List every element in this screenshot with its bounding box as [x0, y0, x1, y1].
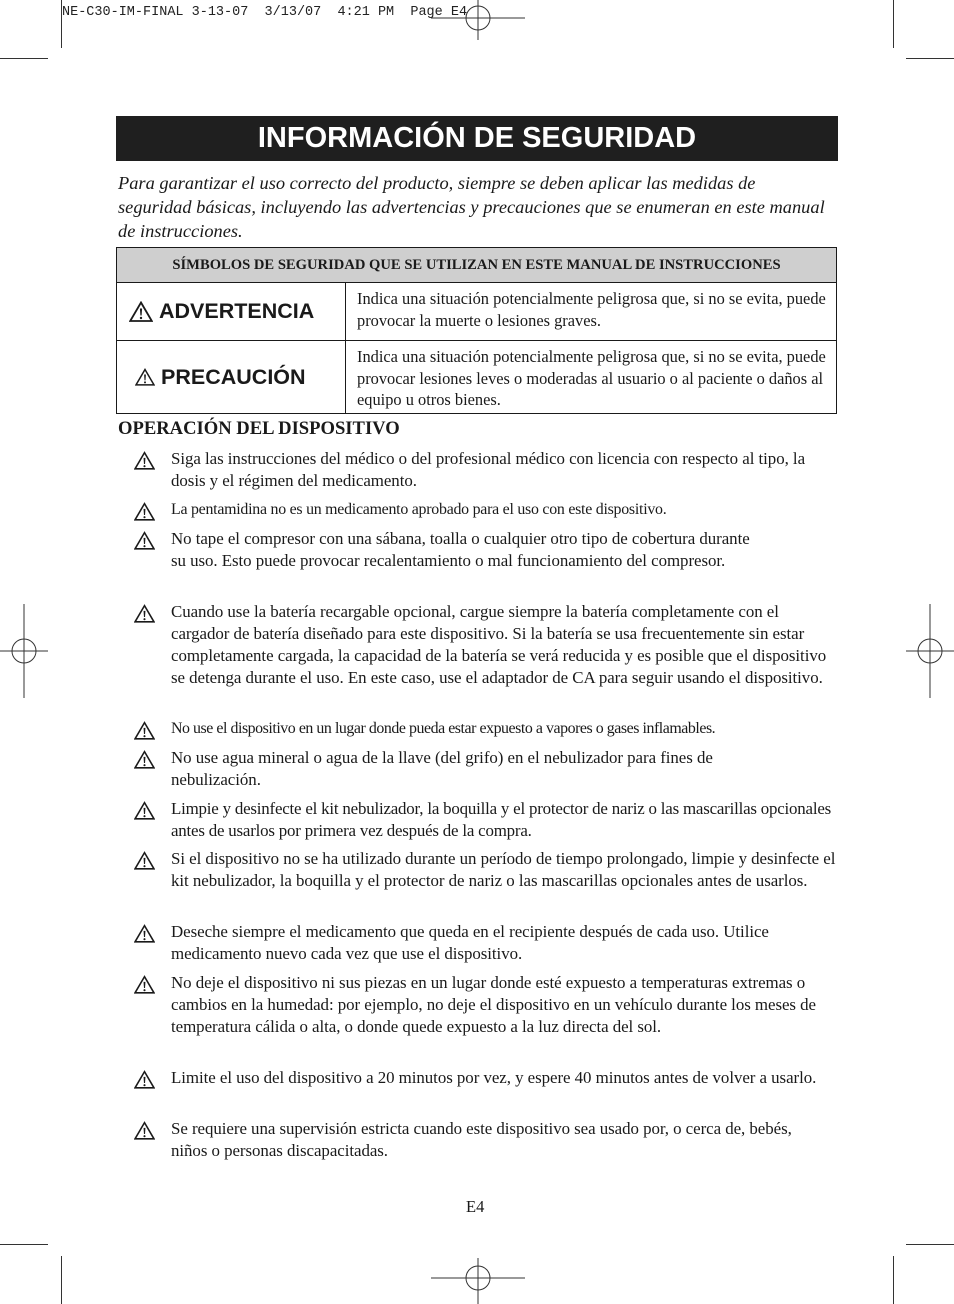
crop-mark — [906, 1244, 954, 1245]
section-title: OPERACIÓN DEL DISPOSITIVO — [118, 418, 400, 439]
warning-triangle-icon — [134, 975, 155, 994]
intro-paragraph: Para garantizar el uso correcto del producto, siempre se deben aplicar las medidas de seguridad básicas, incluyendo las advertencias y precauciones que se enumeran en este manual de instrucciones. — [118, 173, 825, 241]
crop-mark — [906, 58, 954, 59]
list-item-text: Siga las instrucciones del médico o del profesional médico con licencia con respecto al tipo, la dosis y el régimen del medicamento. — [171, 449, 806, 490]
table-row — [117, 283, 836, 340]
warning-triangle-icon — [134, 924, 155, 943]
warning-triangle-icon — [134, 531, 155, 550]
list-item-text: No tape el compresor con una sábana, toalla o cualquier otro tipo de cobertura durante su uso. Esto puede provocar recalentamiento o mal funcionamiento del compresor. — [171, 529, 750, 570]
list-item-text: No deje el dispositivo ni sus piezas en un lugar donde esté expuesto a temperaturas extremas o cambios en la humedad: por ejemplo, no deje el dispositivo en un vehículo durante los meses de temperatura cálida o alta, o donde quede expuesto a la luz directa del sol. — [171, 973, 816, 1036]
list-item-text: Limite el uso del dispositivo a 20 minutos por vez, y espere 40 minutos antes de volver a usarlo. — [171, 1068, 817, 1087]
crop-mark — [0, 58, 48, 59]
crop-mark — [893, 1256, 894, 1304]
page-title-text: INFORMACIÓN DE SEGURIDAD — [257, 122, 697, 154]
crop-mark — [0, 1244, 48, 1245]
registration-mark-icon — [431, 1258, 525, 1304]
registration-mark-icon — [906, 604, 954, 698]
warning-triangle-icon — [134, 750, 155, 769]
crop-mark — [61, 1256, 62, 1304]
warning-triangle-icon — [134, 801, 155, 820]
warning-triangle-icon — [134, 1070, 155, 1089]
warning-triangle-icon — [134, 604, 155, 623]
list-item-text: Limpie y desinfecte el kit nebulizador, la boquilla y el protector de nariz o las mascarillas opcionales antes de usarlos por primera vez después de la compra. — [171, 799, 832, 840]
caution-label: PRECAUCIÓN — [161, 364, 306, 389]
list-item-text: Cuando use la batería recargable opcional, cargue siempre la batería completamente con el cargador de batería diseñado para este dispositivo. Si la batería se usa frecuentemente sin estar completamente cargada, la capacidad de la batería se verá reducida y es posible que el dispositivo se detenga durante el uso. En este caso, use el adaptador de CA para seguir usando el dispositivo. — [171, 602, 827, 687]
list-item-text: Si el dispositivo no se ha utilizado durante un período de tiempo prolongado, limpie y desinfecte el kit nebulizador, la boquilla y el protector de nariz o las mascarillas opcionales antes de usarlos. — [171, 849, 836, 890]
list-item-text: No use agua mineral o agua de la llave (del grifo) en el nebulizador para fines de nebulización. — [171, 748, 713, 789]
page-title — [116, 116, 838, 161]
warning-triangle-icon — [134, 451, 155, 470]
caution-label-cell — [117, 341, 346, 413]
warning-triangle-icon — [134, 721, 155, 740]
warning-triangle-icon — [129, 301, 153, 322]
safety-symbols-table-header: SÍMBOLOS DE SEGURIDAD QUE SE UTILIZAN EN ESTE MANUAL DE INSTRUCCIONES — [117, 248, 836, 283]
list-item-text: La pentamidina no es un medicamento aprobado para el uso con este dispositivo. — [171, 501, 667, 518]
warning-triangle-icon — [134, 1121, 155, 1140]
page-number: E4 — [466, 1197, 485, 1216]
warning-triangle-icon — [134, 502, 155, 521]
warning-label: ADVERTENCIA — [159, 299, 315, 323]
warning-triangle-icon — [134, 851, 155, 870]
warning-label-cell — [117, 283, 346, 340]
registration-mark-icon — [431, 0, 525, 40]
print-slug-line: NE-C30-IM-FINAL 3-13-07 3/13/07 4:21 PM Page E4 — [62, 5, 468, 20]
registration-mark-icon — [0, 604, 48, 698]
table-row — [117, 340, 836, 413]
crop-mark — [61, 0, 62, 48]
warning-description: Indica una situación potencialmente peligrosa que, si no se evita, puede provocar la muerte o lesiones graves. — [357, 289, 826, 330]
list-item-text: No use el dispositivo en un lugar donde pueda estar expuesto a vapores o gases inflamables. — [171, 720, 716, 737]
crop-mark — [893, 0, 894, 48]
list-item-text: Se requiere una supervisión estricta cuando este dispositivo sea usado por, o cerca de, bebés, niños o personas discapacitadas. — [171, 1119, 792, 1160]
caution-description: Indica una situación potencialmente peligrosa que, si no se evita, puede provocar lesiones leves o moderadas al usuario o al paciente o daños al equipo u otros bienes. — [357, 347, 826, 410]
warning-triangle-icon — [135, 368, 155, 386]
safety-symbols-table — [116, 247, 837, 414]
list-item-text: Deseche siempre el medicamento que queda en el recipiente después de cada uso. Utilice medicamento nuevo cada vez que use el dispositivo. — [171, 922, 769, 963]
